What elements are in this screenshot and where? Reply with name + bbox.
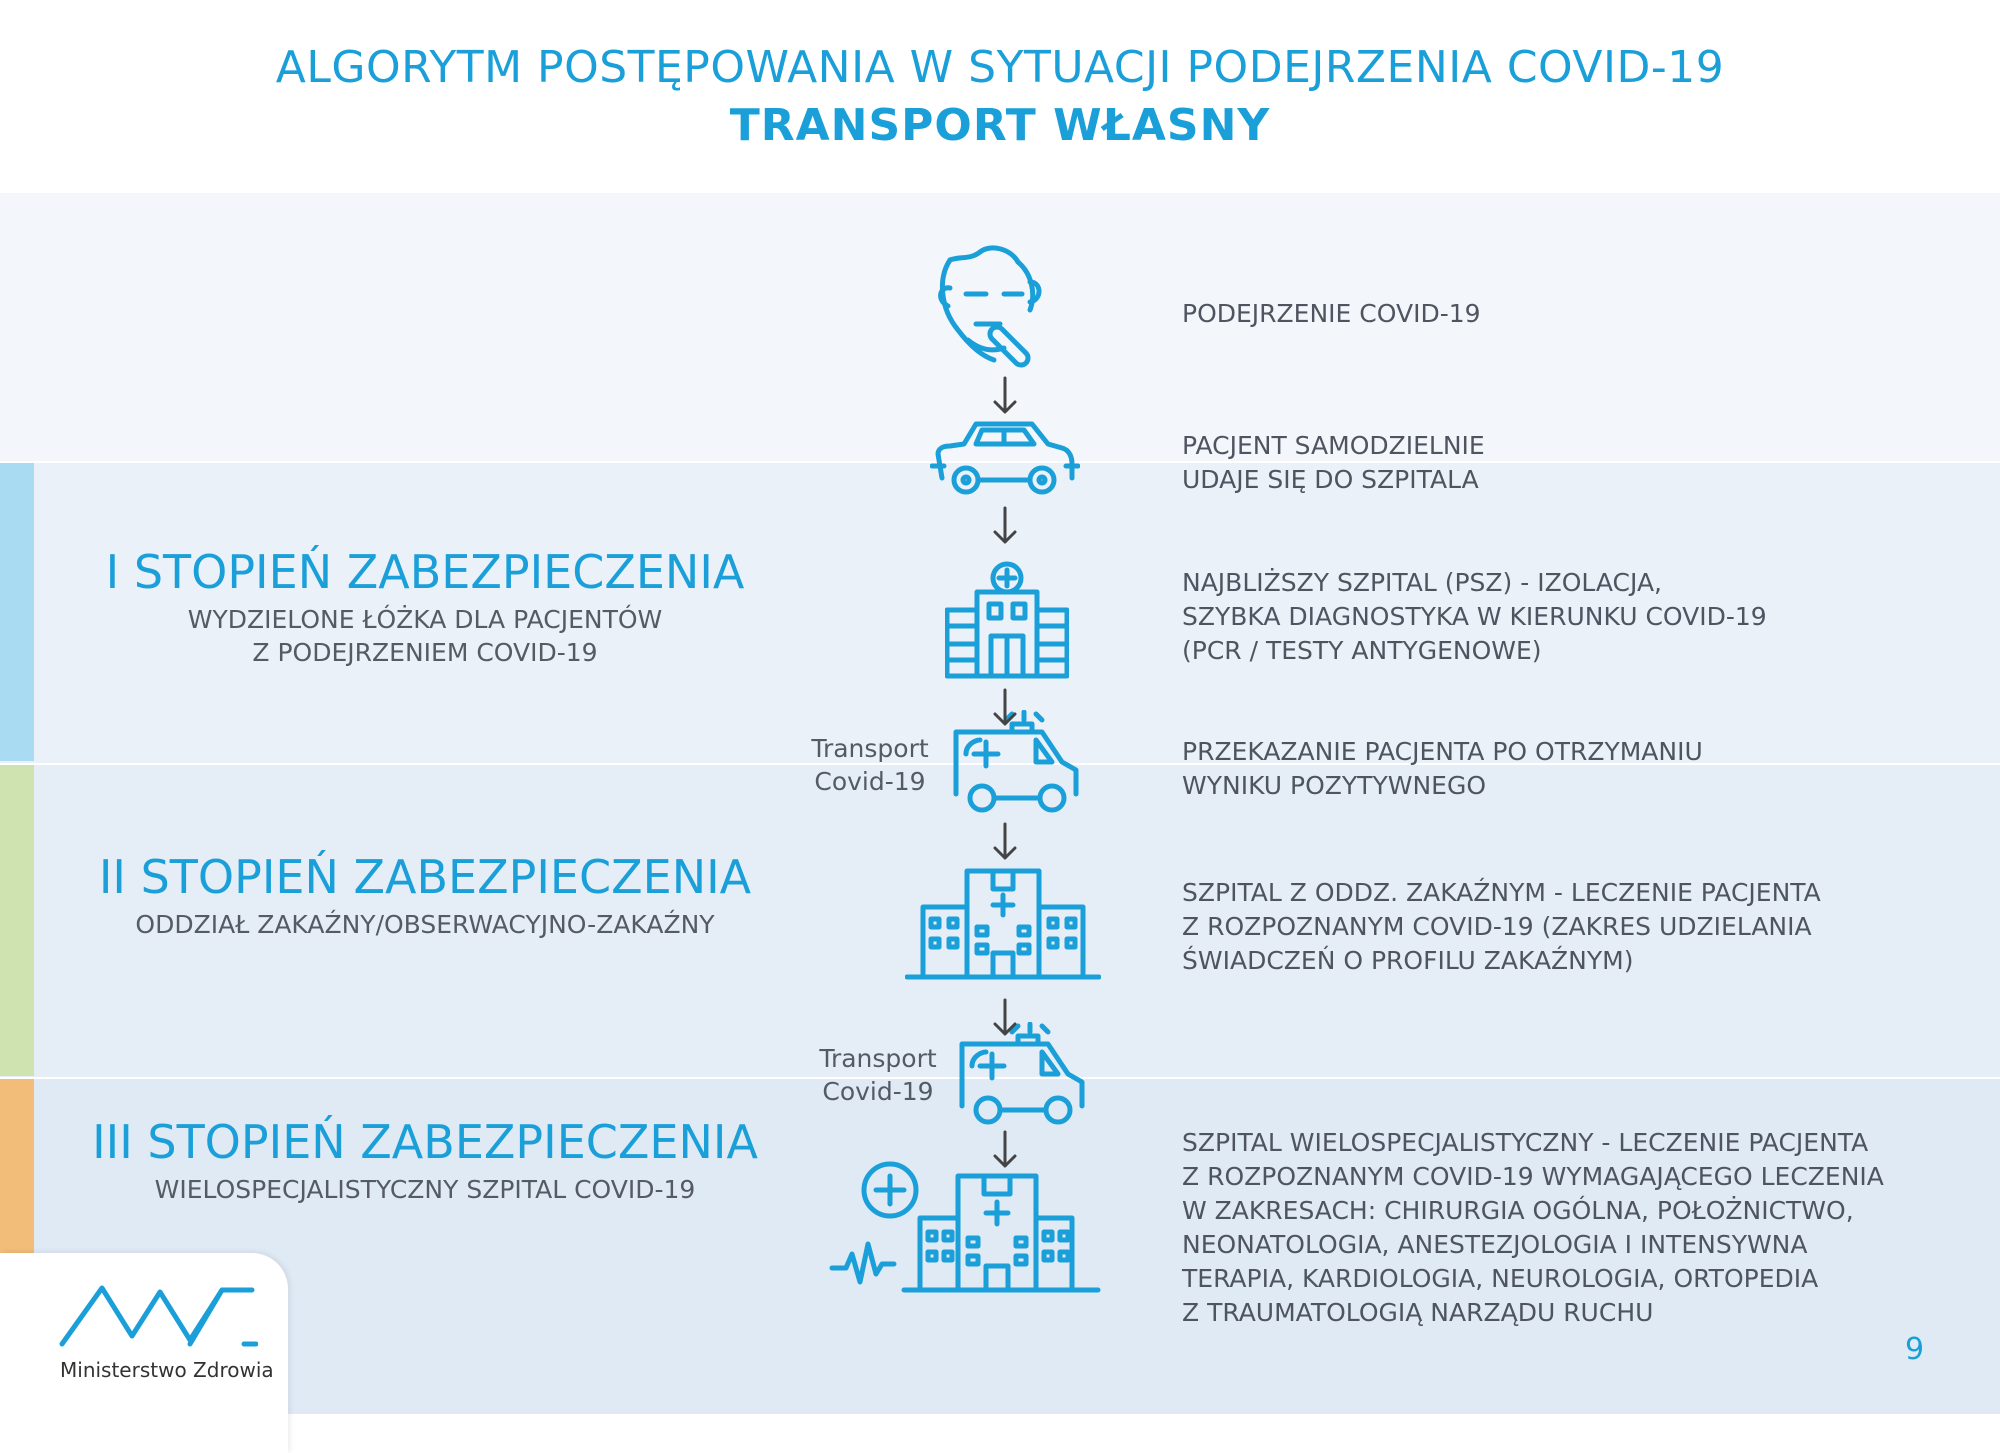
step-4-text: PRZEKAZANIE PACJENTA PO OTRZYMANIU WYNIKU POZYTYWNEGO: [1182, 737, 1703, 800]
hospital-wide-icon: [905, 865, 1101, 983]
page-title: ALGORYTM POSTĘPOWANIA W SYTUACJI PODEJRZENIA COVID-19: [275, 42, 1725, 93]
step-6-text: SZPITAL WIELOSPECJALISTYCZNY - LECZENIE PACJENTA Z ROZPOZNANYM COVID-19 WYMAGAJĄCEGO LECZENIA W ZAKRESACH: CHIRURGIA OGÓLNA, POŁOŻNICTWO, NEONATOLOGIA, ANESTEZJOLOGIA I INTENSYWNA TERAPIA, KARDIOLOGIA, NEUROLOGIA, ORTOPEDIA Z TRAUMATOLOGIĄ NARZĄDU RUCHU: [1182, 1128, 1884, 1327]
level-1-heading: I STOPIEŃ ZABEZPIECZENIA: [105, 545, 745, 599]
down-arrow-icon: [991, 1130, 1019, 1170]
transport-label-2: Transport Covid-19: [819, 1044, 937, 1106]
level-3-heading: III STOPIEŃ ZABEZPIECZENIA: [92, 1115, 758, 1169]
down-arrow-icon: [991, 822, 1019, 862]
hospital-small-icon: [945, 560, 1069, 680]
level-3-color-bar: [0, 1079, 34, 1253]
step-3-text: NAJBLIŻSZY SZPITAL (PSZ) - IZOLACJA, SZYBKA DIAGNOSTYKA W KIERUNKU COVID-19 (PCR / TESTY ANTYGENOWE): [1182, 568, 1767, 665]
level-2-block: [90, 850, 760, 941]
level-1-block: [100, 545, 750, 669]
page-number: 9: [1905, 1332, 1925, 1367]
level-3-subtitle: WIELOSPECJALISTYCZNY SZPITAL COVID-19: [154, 1175, 696, 1204]
level-3-block: [85, 1115, 765, 1206]
level-2-subtitle: ODDZIAŁ ZAKAŹNY/OBSERWACYJNO-ZAKAŹNY: [135, 910, 715, 939]
transport-label-1: Transport Covid-19: [811, 734, 929, 796]
step-5-text: SZPITAL Z ODDZ. ZAKAŹNYM - LECZENIE PACJENTA Z ROZPOZNANYM COVID-19 (ZAKRES UDZIELANIA ŚWIADCZEŃ O PROFILU ZAKAŹNYM): [1182, 878, 1821, 975]
down-arrow-icon: [991, 688, 1019, 728]
level-2-heading: II STOPIEŃ ZABEZPIECZENIA: [98, 850, 752, 904]
logo-text: Ministerstwo Zdrowia: [60, 1358, 274, 1382]
page-subtitle: TRANSPORT WŁASNY: [729, 100, 1271, 151]
down-arrow-icon: [991, 998, 1019, 1038]
car-icon: [930, 418, 1080, 500]
ministry-logo-icon: [58, 1284, 258, 1352]
hospital-multispecialty-icon: [828, 1158, 1108, 1298]
step-1-text: PODEJRZENIE COVID-19: [1182, 299, 1481, 328]
level-1-color-bar: [0, 463, 34, 761]
logo-card: [0, 1253, 288, 1453]
down-arrow-icon: [991, 506, 1019, 546]
sick-face-thermometer-icon: [930, 238, 1062, 370]
level-2-color-bar: [0, 765, 34, 1076]
down-arrow-icon: [991, 376, 1019, 416]
step-2-text: PACJENT SAMODZIELNIE UDAJE SIĘ DO SZPITALA: [1182, 431, 1485, 494]
level-1-subtitle: WYDZIELONE ŁÓŻKA DLA PACJENTÓW Z PODEJRZENIEM COVID-19: [187, 605, 663, 667]
ambulance-icon: [958, 1022, 1088, 1130]
